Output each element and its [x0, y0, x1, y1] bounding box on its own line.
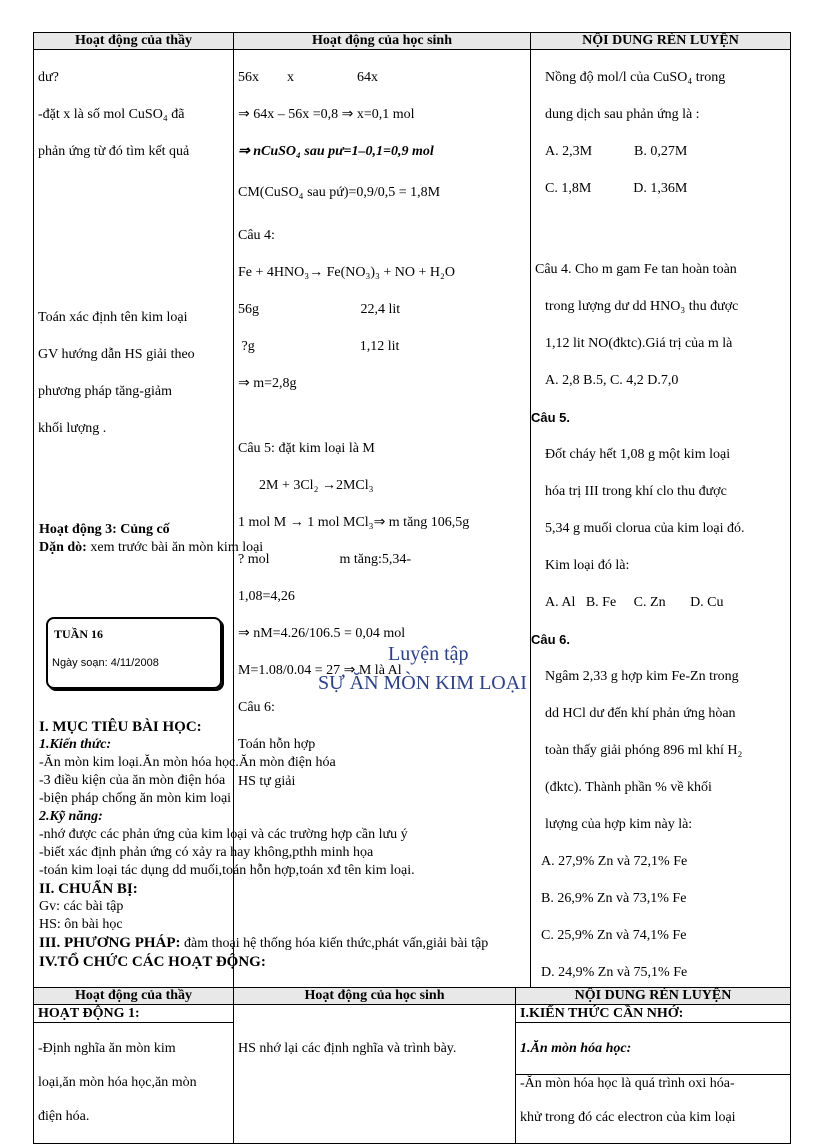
text-line: ⇒ m=2,8g — [238, 375, 297, 391]
objectives-heading: I. MỤC TIÊU BÀI HỌC: — [39, 719, 202, 735]
text-line: Câu 5: đặt kim loại là M — [238, 441, 375, 456]
text-line: ⇒ nM=4.26/106.5 = 0,04 mol — [238, 626, 406, 641]
text-line: Câu 4. Cho m gam Fe tan hoàn toàn — [535, 262, 737, 277]
prep-student: HS: ôn bài học — [39, 917, 123, 932]
method-line — [39, 934, 779, 953]
content-cell — [516, 1023, 791, 1144]
text-line: 1.Ăn mòn hóa học: — [520, 1041, 632, 1056]
text-line: lượng của hợp kim này là: — [545, 817, 693, 832]
text-line: GV hướng dẫn HS giải theo — [38, 347, 195, 362]
teacher-cell: HOẠT ĐỘNG 1: — [34, 1005, 234, 1023]
method-heading: III. PHƯƠNG PHÁP: — [39, 935, 181, 951]
homework-label: Dặn dò: — [39, 540, 87, 555]
prep-teacher: Gv: các bài tập — [39, 899, 124, 914]
content-cell: I.KIẾN THỨC CẦN NHỚ: — [516, 1005, 791, 1023]
text-line: -Ăn mòn hóa học là quá trình oxi hóa- — [516, 1074, 790, 1092]
text-line: Câu 5. — [531, 410, 571, 425]
activities-table — [33, 987, 791, 1144]
skill-item: -toán kim loại tác dụng dd muối,toán hỗn hợp,toán xđ tên kim loại. — [39, 863, 415, 878]
text-line: Kim loại đó là: — [545, 558, 630, 573]
skill-item: -biết xác định phản ứng có xảy ra hay không,pthh minh họa — [39, 845, 374, 860]
lesson-plan-body — [39, 718, 779, 971]
knowledge-item: -biện pháp chống ăn mòn kim loại — [39, 791, 232, 806]
text-line: dung dịch sau phản ứng là : — [545, 106, 700, 122]
text-line: Ngâm 2,33 g hợp kim Fe-Zn trong — [545, 669, 739, 684]
knowledge-heading: 1.Kiến thức: — [39, 737, 112, 752]
text-line: 5,34 g muối clorua của kim loại đó. — [545, 521, 745, 536]
text-line: Toán xác định tên kim loại — [38, 310, 188, 325]
text-line: loại,ăn mòn hóa học,ăn mòn — [38, 1075, 197, 1090]
text-line: 1,12 lit NO(đktc).Giá trị của m là — [545, 336, 733, 351]
week-label: TUẦN 16 — [54, 627, 104, 641]
teacher-cell — [34, 1023, 234, 1144]
col-header-student: Hoạt động của học sinh — [234, 33, 531, 50]
skills-heading: 2.Kỹ năng: — [39, 809, 103, 824]
lesson-title: Luyện tập — [388, 643, 469, 665]
text-line: C. 25,9% Zn và 74,1% Fe — [541, 928, 687, 943]
prep-date: Ngày soạn: 4/11/2008 — [52, 657, 159, 669]
activities-heading: IV.TỔ CHỨC CÁC HOẠT ĐỘNG: — [39, 954, 266, 970]
col-header-content: NỘI DUNG RÈN LUYỆN — [531, 33, 791, 50]
text-line: A. 27,9% Zn và 72,1% Fe — [541, 854, 688, 869]
text-line: D. 24,9% Zn và 75,1% Fe — [541, 965, 688, 980]
text-line: 56g 22,4 lit — [238, 301, 401, 317]
text-line: Fe + 4HNO₃→ Fe(NO₃)₃ + NO + H₂O — [238, 264, 456, 280]
text-line: 2M + 3Cl₂ →2MCl₃ — [238, 478, 374, 493]
preparation-heading: II. CHUẨN BỊ: — [39, 881, 138, 897]
text-line: CM(CuSO₄ sau pứ)=0,9/0,5 = 1,8M — [238, 184, 441, 200]
text-line: dd HCl dư đến khí phản ứng hòan — [545, 706, 736, 721]
skill-item: -nhớ được các phản ứng của kim loại và các trường hợp cần lưu ý — [39, 827, 408, 842]
text-line: dư? — [38, 69, 59, 85]
text-line: (đktc). Thành phần % về khối — [545, 780, 712, 795]
text-line: Câu 4: — [238, 227, 275, 243]
col-header-teacher: Hoạt động của thầy — [34, 988, 234, 1005]
text-line: ⇒ 64x – 56x =0,8 ⇒ x=0,1 mol — [238, 106, 415, 122]
text-line: Nồng độ mol/l của CuSO₄ trong — [545, 69, 726, 85]
text-line: HS tự giải — [238, 774, 296, 789]
knowledge-item: -Ăn mòn kim loại.Ăn mòn hóa học.Ăn mòn điện hóa — [39, 755, 336, 770]
text-line: Đốt cháy hết 1,08 g một kim loại — [545, 447, 731, 462]
text-line: -Định nghĩa ăn mòn kim — [38, 1041, 176, 1056]
text-line: C. 1,8M D. 1,36M — [545, 180, 688, 196]
text-line: khử trong đó các electron của kim loại — [520, 1110, 736, 1125]
text-line: phương pháp tăng-giảm — [38, 384, 172, 399]
homework-line — [39, 540, 263, 556]
text-line: Câu 6. — [531, 632, 571, 647]
text-line: 1 mol M → 1 mol MCl₃⇒ m tăng 106,5g — [238, 515, 470, 530]
text-line: phản ứng từ đó tìm kết quả — [38, 143, 190, 159]
col-header-student: Hoạt động của học sinh — [234, 988, 516, 1005]
knowledge-item: -3 điều kiện của ăn mòn điện hóa — [39, 773, 226, 788]
text-line: điện hóa. — [38, 1109, 90, 1124]
col-header-content: NỘI DUNG RÈN LUYỆN — [516, 988, 791, 1005]
text-line: A. Al B. Fe C. Zn D. Cu — [545, 595, 724, 610]
col-header-teacher: Hoạt động của thầy — [34, 33, 234, 50]
text-line: hóa trị III trong khí clo thu được — [545, 484, 727, 499]
text-line: toàn thấy giải phóng 896 ml khí H₂ — [545, 743, 743, 758]
homework-text: xem trước bài ăn mòn kim loại — [86, 540, 264, 555]
text-line: HS nhớ lại các định nghĩa và trình bày. — [238, 1041, 457, 1056]
text-line: 56x x 64x — [238, 69, 378, 85]
text-line: Câu 6: — [238, 700, 275, 715]
text-line: trong lượng dư dd HNO₃ thu được — [545, 299, 739, 314]
method-text: đàm thoại hệ thống hóa kiến thức,phát vấn,giải bài tập — [180, 936, 489, 951]
lesson-subtitle: SỰ ĂN MÒN KIM LOẠI — [318, 672, 527, 694]
text-line: -đặt x là số mol CuSO₄ đã — [38, 106, 185, 122]
text-line: 1,08=4,26 — [238, 589, 295, 604]
text-line: ⇒ nCuSO₄ sau pư=1–0,1=0,9 mol — [238, 143, 434, 159]
text-line: B. 26,9% Zn và 73,1% Fe — [541, 891, 687, 906]
text-line: A. 2,8 B.5, C. 4,2 D.7,0 — [545, 373, 679, 388]
text-line: A. 2,3M B. 0,27M — [545, 143, 688, 159]
text-line: ?g 1,12 lit — [238, 338, 400, 354]
text-line: ? mol m tăng:5,34- — [238, 552, 412, 567]
text-line: Toán hỗn hợp — [238, 737, 316, 752]
activity3-heading: Hoạt động 3: Củng cố — [39, 522, 170, 537]
text-line: M=1.08/0.04 = 27 ⇒ M là Al — [238, 663, 402, 678]
week-box — [46, 617, 222, 689]
text-line: khối lượng . — [38, 421, 107, 436]
